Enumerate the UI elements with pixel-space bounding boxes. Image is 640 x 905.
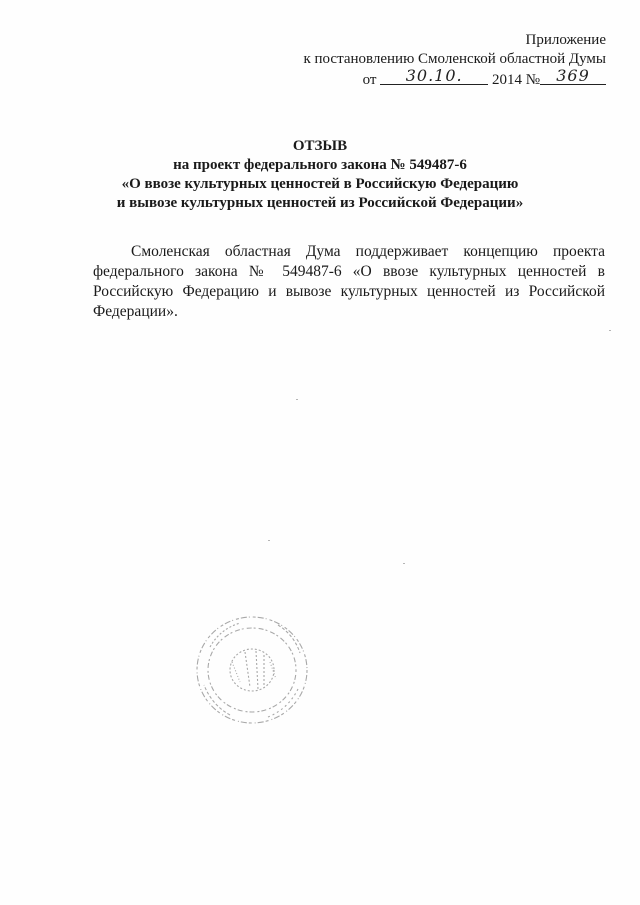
- number-field: [540, 66, 606, 85]
- date-field: [380, 66, 488, 85]
- handwritten-date: 30.10.: [405, 66, 463, 85]
- handwritten-number: 369: [556, 66, 590, 85]
- title-line-2: «О ввозе культурных ценностей в Российскую Федерацию: [121, 176, 519, 192]
- appendix-title: Приложение: [525, 32, 606, 48]
- title-heading: ОТЗЫВ: [292, 138, 348, 154]
- title-line-1: на проект федерального закона № 549487-6: [173, 157, 467, 173]
- document-title: [0, 137, 640, 213]
- title-line-3: и вывозе культурных ценностей из Российской Федерации»: [116, 195, 524, 211]
- appendix-header: [303, 31, 606, 90]
- scan-speck: [609, 330, 611, 331]
- scan-speck: [296, 399, 298, 400]
- appendix-reference: к постановлению Смоленской областной Думы: [303, 51, 606, 67]
- scan-speck: [403, 563, 405, 564]
- year-label: 2014 №: [491, 72, 540, 88]
- scan-speck: [268, 540, 270, 541]
- date-prefix: от: [362, 72, 377, 88]
- appendix-date-line: [303, 66, 606, 90]
- body-paragraph: Смоленская областная Дума поддерживает концепцию проекта федерального закона № 549487-6 «О ввозе культурных ценностей в Российскую Федерацию и вывозе культурных ценностей из Российской Федерации».: [93, 243, 605, 320]
- document-body: [93, 242, 605, 322]
- stamp-seal-icon: [190, 607, 320, 732]
